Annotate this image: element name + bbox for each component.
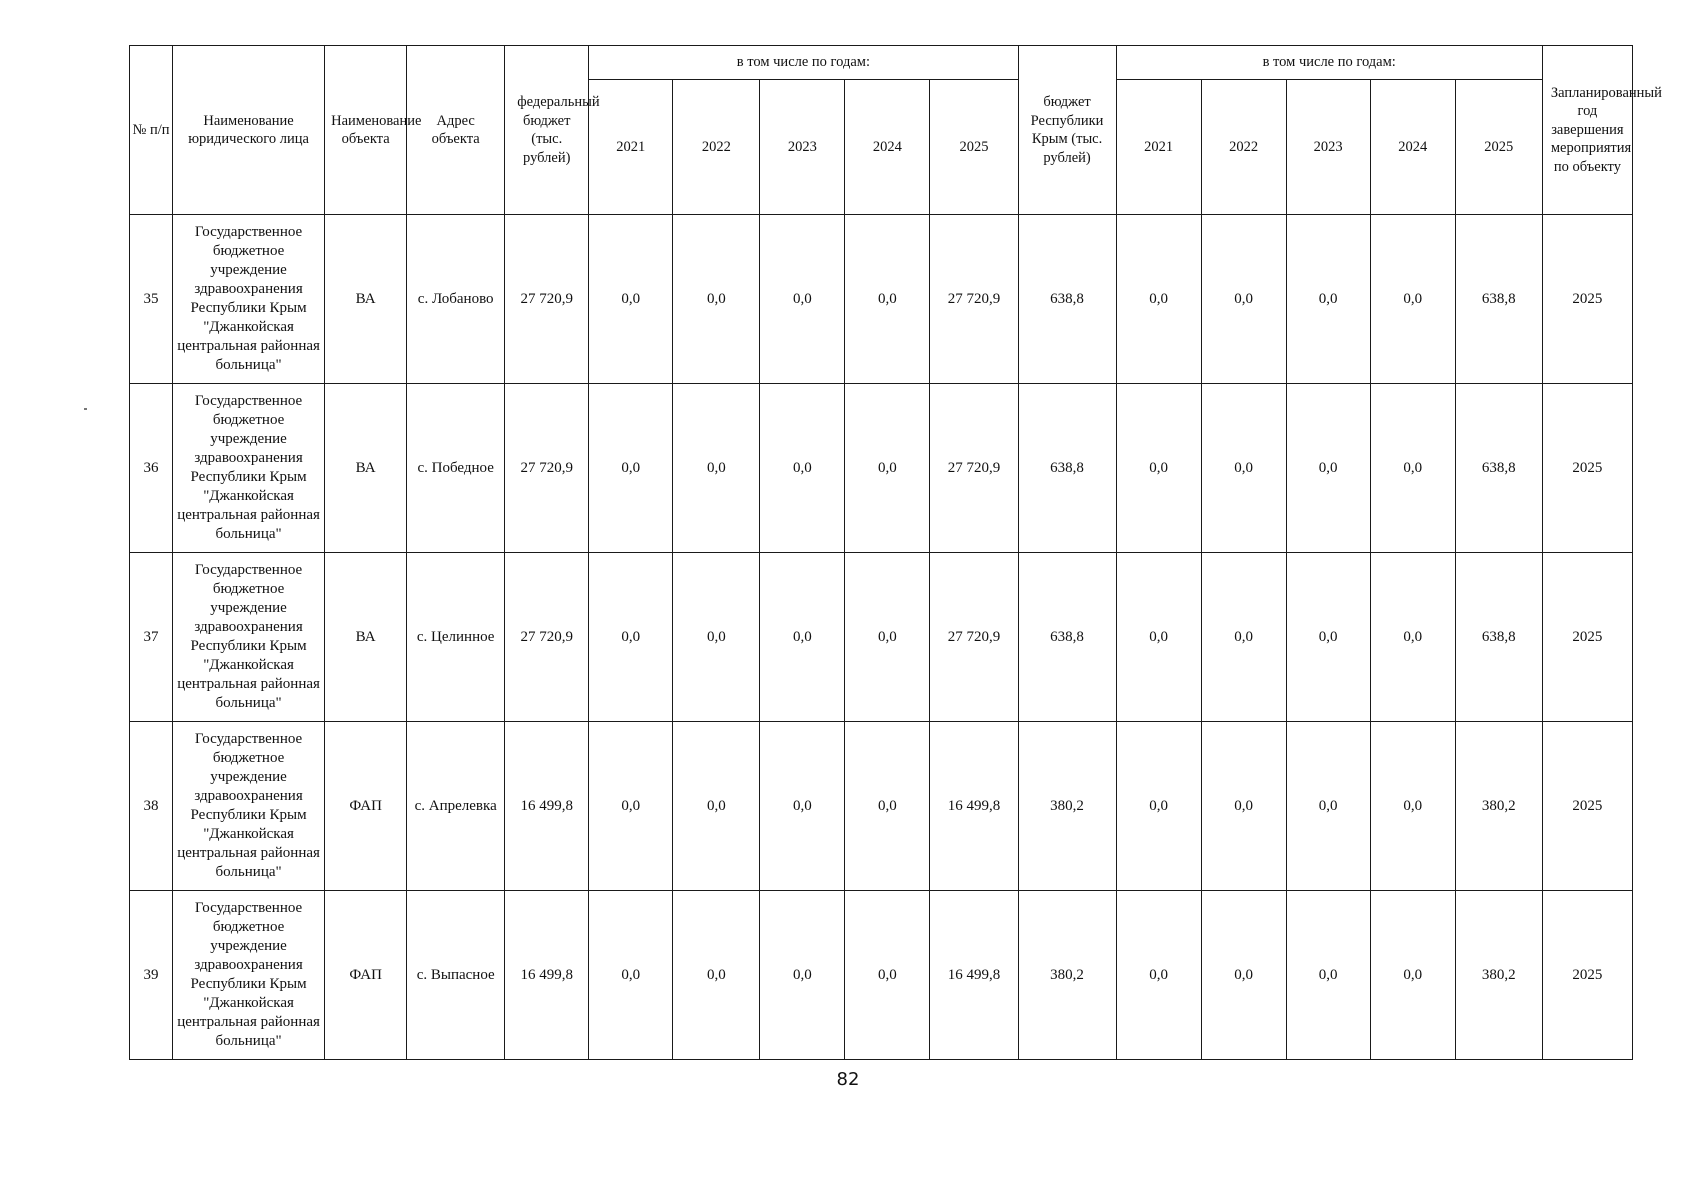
- header-year: 2024: [845, 80, 930, 215]
- rk-year-cell: 638,8: [1455, 384, 1542, 553]
- rk-year-cell: 0,0: [1116, 384, 1201, 553]
- federal-year-cell: 27 720,9: [930, 553, 1018, 722]
- planned-year-cell: 2025: [1542, 215, 1632, 384]
- rk-budget-cell: 638,8: [1018, 384, 1116, 553]
- table-row: [130, 553, 1633, 722]
- header-address: Адрес объекта: [407, 46, 505, 215]
- rk-year-cell: 0,0: [1286, 722, 1370, 891]
- header-federal-budget: федеральный бюджет (тыс. рублей): [505, 46, 589, 215]
- header-year: 2025: [930, 80, 1018, 215]
- federal-budget-cell: 16 499,8: [505, 891, 589, 1060]
- federal-year-cell: 0,0: [760, 891, 845, 1060]
- rk-year-cell: 638,8: [1455, 215, 1542, 384]
- scan-mark: [84, 408, 87, 410]
- header-num: № п/п: [130, 46, 173, 215]
- rk-budget-cell: 380,2: [1018, 891, 1116, 1060]
- rk-year-cell: 0,0: [1116, 553, 1201, 722]
- rk-year-cell: 0,0: [1370, 722, 1455, 891]
- federal-year-cell: 0,0: [845, 215, 930, 384]
- federal-year-cell: 0,0: [845, 384, 930, 553]
- federal-budget-cell: 27 720,9: [505, 215, 589, 384]
- federal-year-cell: 0,0: [589, 215, 673, 384]
- federal-year-cell: 0,0: [673, 553, 760, 722]
- row-number: 36: [130, 384, 173, 553]
- address-cell: с. Выпасное: [407, 891, 505, 1060]
- header-year: 2023: [760, 80, 845, 215]
- rk-year-cell: 0,0: [1201, 215, 1286, 384]
- rk-year-cell: 0,0: [1201, 891, 1286, 1060]
- object-name-cell: ВА: [325, 553, 407, 722]
- federal-budget-cell: 27 720,9: [505, 553, 589, 722]
- header-year: 2021: [589, 80, 673, 215]
- header-year: 2023: [1286, 80, 1370, 215]
- federal-year-cell: 0,0: [589, 384, 673, 553]
- rk-year-cell: 0,0: [1201, 722, 1286, 891]
- federal-year-cell: 0,0: [845, 891, 930, 1060]
- federal-year-cell: 0,0: [673, 215, 760, 384]
- rk-year-cell: 0,0: [1370, 215, 1455, 384]
- header-years-group-federal: в том числе по годам:: [589, 46, 1018, 80]
- federal-year-cell: 0,0: [589, 891, 673, 1060]
- address-cell: с. Апрелевка: [407, 722, 505, 891]
- org-name-cell: Государственное бюджетное учреждение здравоохранения Республики Крым "Джанкойская центральная районная больница": [173, 553, 325, 722]
- rk-budget-cell: 380,2: [1018, 722, 1116, 891]
- federal-year-cell: 0,0: [673, 722, 760, 891]
- federal-year-cell: 0,0: [673, 384, 760, 553]
- rk-year-cell: 380,2: [1455, 722, 1542, 891]
- header-years-group-rk: в том числе по годам:: [1116, 46, 1542, 80]
- org-name-cell: Государственное бюджетное учреждение здравоохранения Республики Крым "Джанкойская центральная районная больница": [173, 891, 325, 1060]
- header-year: 2021: [1116, 80, 1201, 215]
- federal-year-cell: 0,0: [845, 722, 930, 891]
- planned-year-cell: 2025: [1542, 384, 1632, 553]
- rk-year-cell: 0,0: [1116, 215, 1201, 384]
- federal-year-cell: 0,0: [673, 891, 760, 1060]
- table-header: [130, 46, 1662, 215]
- header-year: 2022: [1201, 80, 1286, 215]
- federal-year-cell: 27 720,9: [930, 215, 1018, 384]
- rk-year-cell: 0,0: [1286, 215, 1370, 384]
- header-rk-budget: бюджет Республики Крым (тыс. рублей): [1018, 46, 1116, 215]
- page-number: 82: [836, 1069, 860, 1090]
- header-org-name: Наименование юридического лица: [173, 46, 325, 215]
- planned-year-cell: 2025: [1542, 553, 1632, 722]
- address-cell: с. Целинное: [407, 553, 505, 722]
- row-number: 38: [130, 722, 173, 891]
- federal-year-cell: 16 499,8: [930, 722, 1018, 891]
- federal-year-cell: 0,0: [760, 553, 845, 722]
- federal-budget-cell: 16 499,8: [505, 722, 589, 891]
- object-name-cell: ФАП: [325, 722, 407, 891]
- header-year: 2025: [1455, 80, 1542, 215]
- object-name-cell: ФАП: [325, 891, 407, 1060]
- rk-year-cell: 0,0: [1286, 384, 1370, 553]
- federal-year-cell: 0,0: [760, 722, 845, 891]
- rk-budget-cell: 638,8: [1018, 553, 1116, 722]
- rk-year-cell: 380,2: [1455, 891, 1542, 1060]
- rk-year-cell: 638,8: [1455, 553, 1542, 722]
- address-cell: с. Лобаново: [407, 215, 505, 384]
- table-row: [130, 384, 1633, 553]
- org-name-cell: Государственное бюджетное учреждение здравоохранения Республики Крым "Джанкойская центральная районная больница": [173, 384, 325, 553]
- rk-year-cell: 0,0: [1116, 891, 1201, 1060]
- rk-year-cell: 0,0: [1286, 891, 1370, 1060]
- federal-year-cell: 16 499,8: [930, 891, 1018, 1060]
- rk-year-cell: 0,0: [1370, 553, 1455, 722]
- budget-table: [129, 45, 1662, 1060]
- address-cell: с. Победное: [407, 384, 505, 553]
- header-year: 2024: [1370, 80, 1455, 215]
- row-number: 39: [130, 891, 173, 1060]
- federal-year-cell: 0,0: [760, 215, 845, 384]
- federal-year-cell: 0,0: [589, 553, 673, 722]
- table-row: [130, 215, 1633, 384]
- org-name-cell: Государственное бюджетное учреждение здравоохранения Республики Крым "Джанкойская центральная районная больница": [173, 215, 325, 384]
- rk-year-cell: 0,0: [1116, 722, 1201, 891]
- row-number: 37: [130, 553, 173, 722]
- federal-year-cell: 0,0: [589, 722, 673, 891]
- header-planned-year: Запланированный год завершения мероприятия по объекту: [1542, 46, 1632, 215]
- table-row: [130, 891, 1633, 1060]
- federal-budget-cell: 27 720,9: [505, 384, 589, 553]
- rk-budget-cell: 638,8: [1018, 215, 1116, 384]
- planned-year-cell: 2025: [1542, 722, 1632, 891]
- header-object-name: Наименование объекта: [325, 46, 407, 215]
- rk-year-cell: 0,0: [1201, 384, 1286, 553]
- federal-year-cell: 0,0: [845, 553, 930, 722]
- planned-year-cell: 2025: [1542, 891, 1632, 1060]
- org-name-cell: Государственное бюджетное учреждение здравоохранения Республики Крым "Джанкойская центральная районная больница": [173, 722, 325, 891]
- rk-year-cell: 0,0: [1286, 553, 1370, 722]
- object-name-cell: ВА: [325, 215, 407, 384]
- federal-year-cell: 0,0: [760, 384, 845, 553]
- rk-year-cell: 0,0: [1201, 553, 1286, 722]
- header-year: 2022: [673, 80, 760, 215]
- rk-year-cell: 0,0: [1370, 384, 1455, 553]
- table-row: [130, 722, 1633, 891]
- row-number: 35: [130, 215, 173, 384]
- object-name-cell: ВА: [325, 384, 407, 553]
- federal-year-cell: 27 720,9: [930, 384, 1018, 553]
- rk-year-cell: 0,0: [1370, 891, 1455, 1060]
